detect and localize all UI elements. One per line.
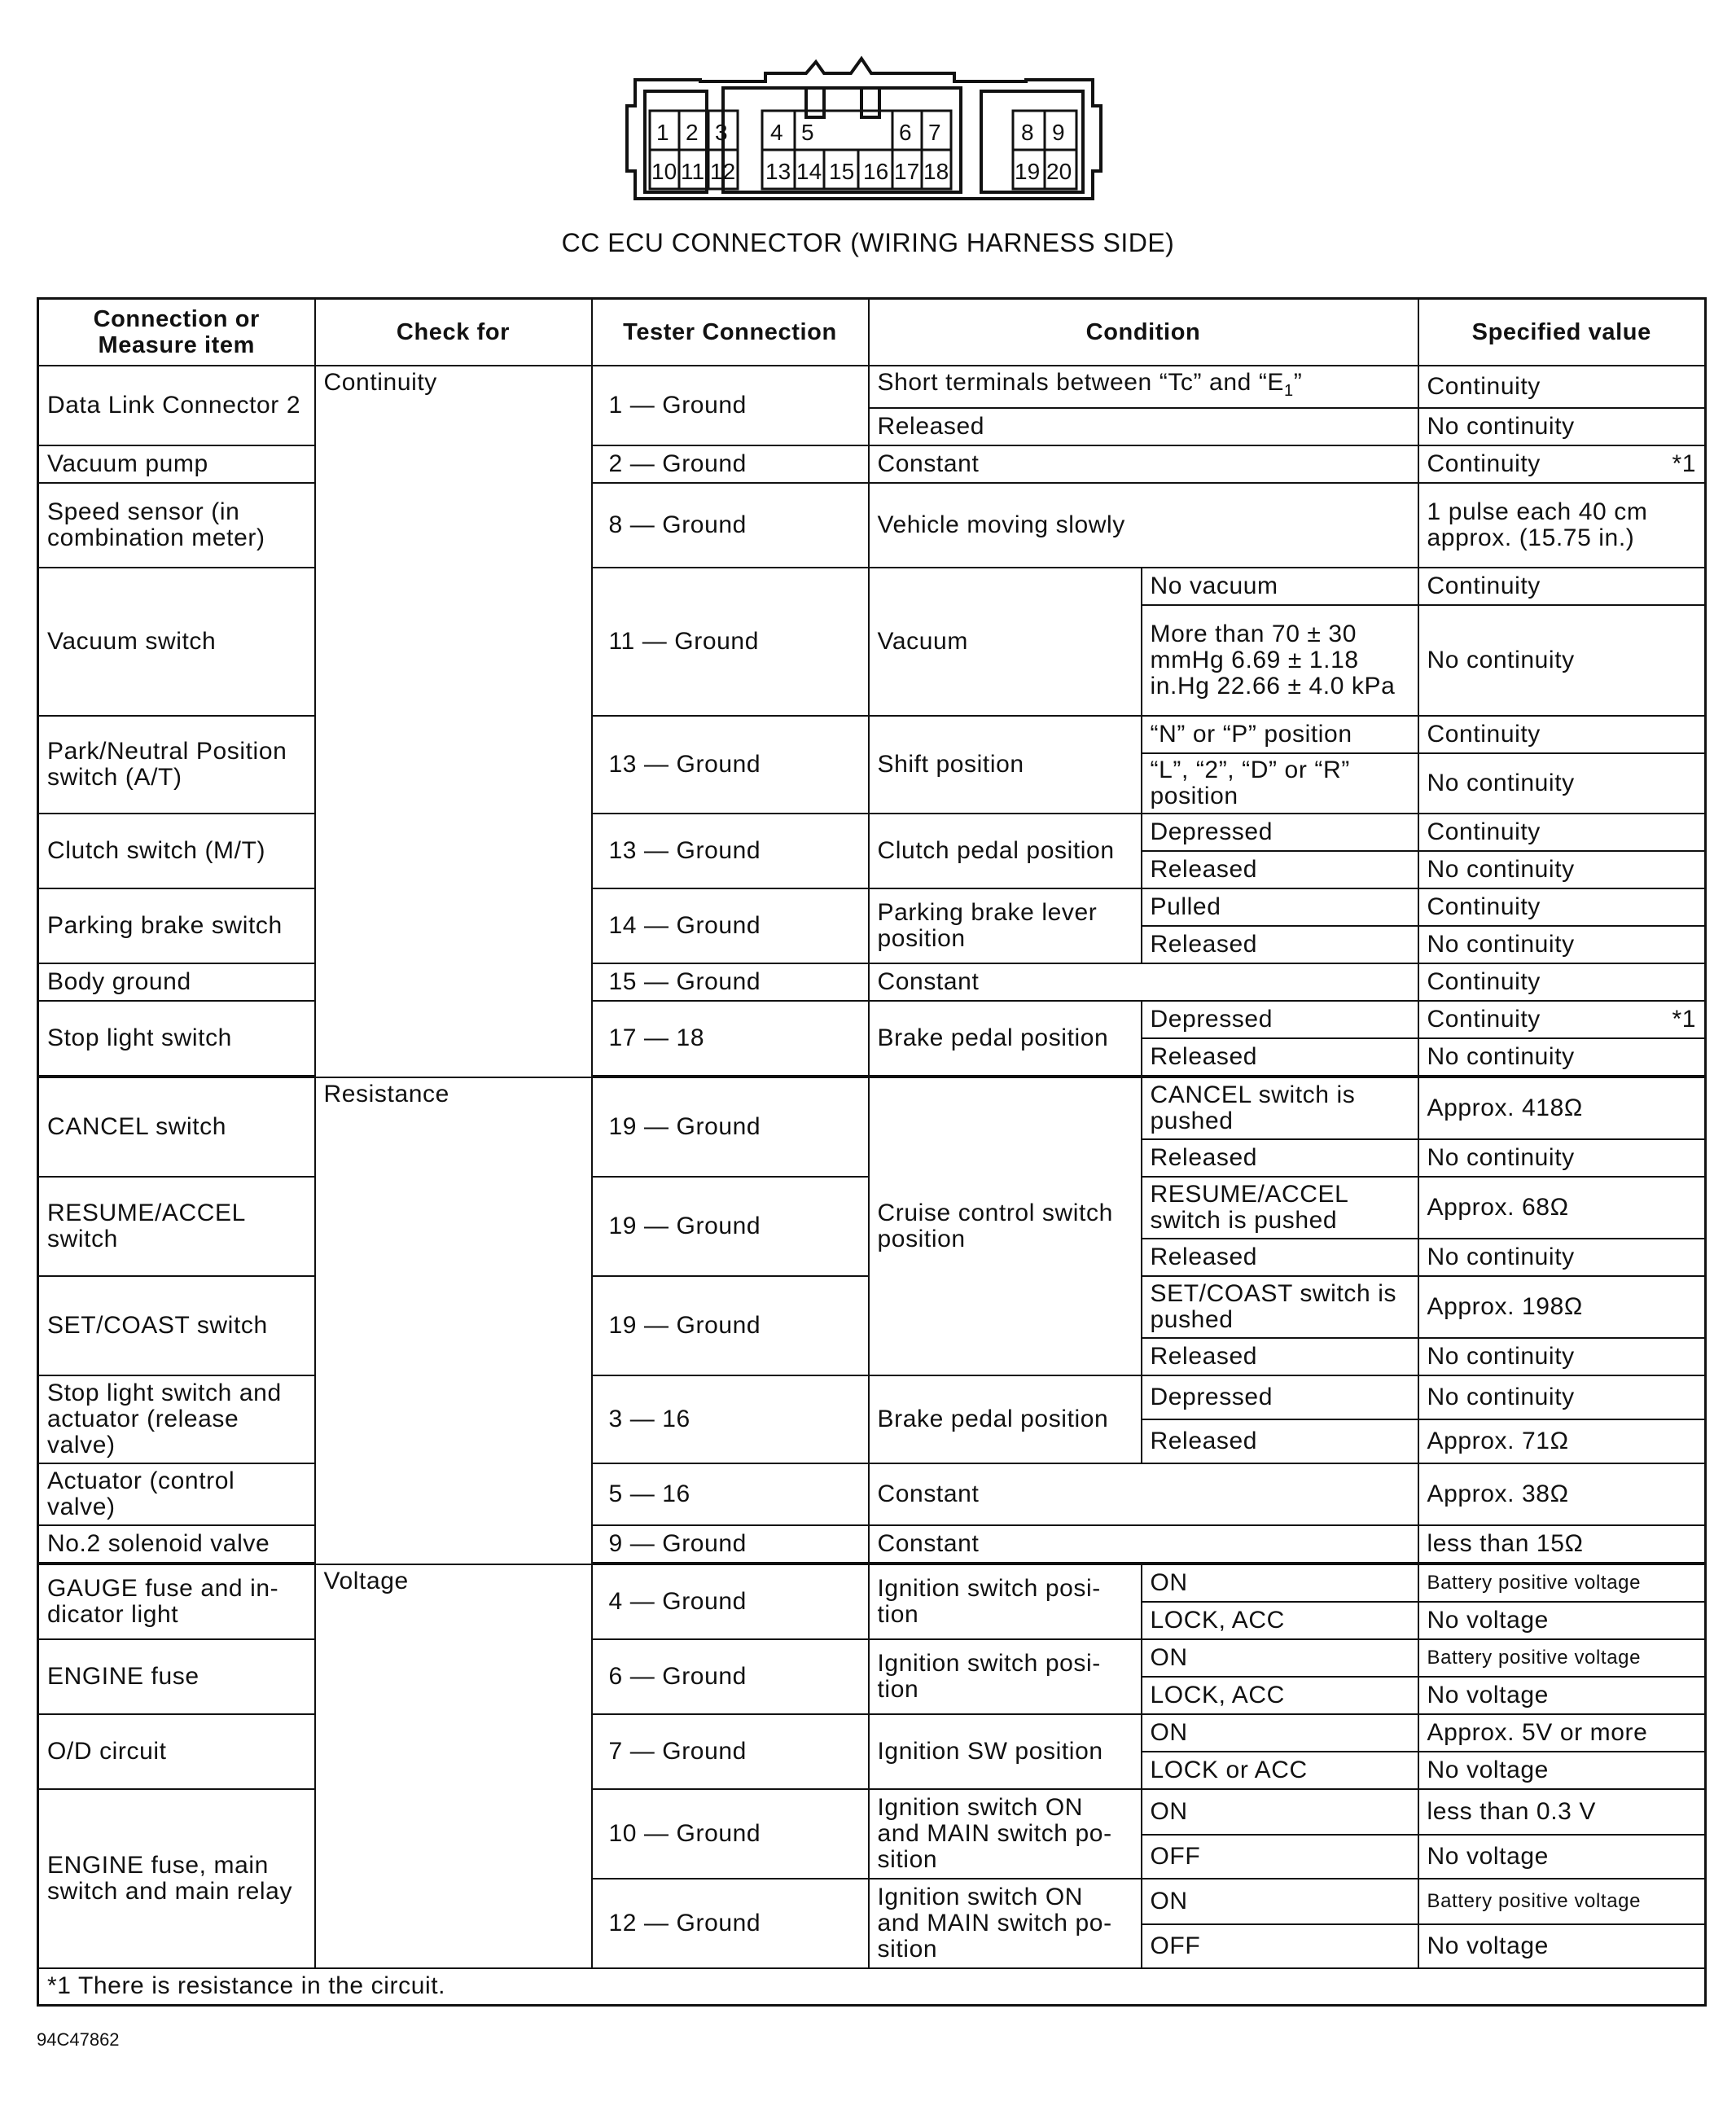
spec-cell: No voltage bbox=[1418, 1677, 1706, 1714]
subcondition-cell: Depressed bbox=[1142, 1001, 1418, 1038]
tester-cell: 17 — 18 bbox=[592, 1001, 869, 1076]
subcondition-cell: OFF bbox=[1142, 1835, 1418, 1879]
table-row bbox=[38, 716, 1706, 753]
spec-cell: less than 0.3 V bbox=[1418, 1789, 1706, 1835]
subcondition-cell: ON bbox=[1142, 1639, 1418, 1677]
item-cell: SET/COAST switch bbox=[38, 1276, 315, 1375]
subcondition-cell: Pulled bbox=[1142, 888, 1418, 926]
item-cell: RESUME/ACCEL switch bbox=[38, 1177, 315, 1276]
table-row bbox=[38, 1463, 1706, 1525]
subcondition-cell: Released bbox=[1142, 1338, 1418, 1375]
spec-cell: Continuity *1 bbox=[1418, 445, 1706, 483]
item-cell: Vacuum switch bbox=[38, 568, 315, 716]
header-tester: Tester Connection bbox=[592, 299, 869, 366]
subcondition-cell: LOCK, ACC bbox=[1142, 1602, 1418, 1639]
spec-cell: Continuity bbox=[1418, 716, 1706, 753]
subcondition-cell: “N” or “P” position bbox=[1142, 716, 1418, 753]
condition-cell: Brake pedal position bbox=[869, 1375, 1142, 1463]
table-row bbox=[38, 1789, 1706, 1835]
table-row bbox=[38, 568, 1706, 605]
pin-13: 13 bbox=[765, 159, 791, 184]
pin-2: 2 bbox=[686, 120, 699, 145]
tester-cell: 3 — 16 bbox=[592, 1375, 869, 1463]
item-cell: Park/Neutral Position switch (A/T) bbox=[38, 716, 315, 814]
check-resistance: Resistance bbox=[315, 1077, 592, 1564]
spec-cell: Continuity bbox=[1418, 963, 1706, 1001]
item-cell: Vacuum pump bbox=[38, 445, 315, 483]
condition-cell: Clutch pedal position bbox=[869, 814, 1142, 888]
pin-12: 12 bbox=[710, 159, 736, 184]
subcondition-cell: Released bbox=[1142, 1038, 1418, 1076]
table-row bbox=[38, 1564, 1706, 1602]
table-row bbox=[38, 1714, 1706, 1752]
condition-cell: Vacuum bbox=[869, 568, 1142, 716]
subcondition-cell: No vacuum bbox=[1142, 568, 1418, 605]
table-header-row bbox=[38, 299, 1706, 366]
tester-cell: 13 — Ground bbox=[592, 716, 869, 814]
tester-cell: 1 — Ground bbox=[592, 366, 869, 445]
footnote: *1 There is resistance in the circuit. bbox=[38, 1968, 1706, 2006]
subcondition-cell: RESUME/ACCEL switch is pushed bbox=[1142, 1177, 1418, 1239]
pin-7: 7 bbox=[928, 120, 941, 145]
tester-cell: 4 — Ground bbox=[592, 1564, 869, 1639]
tester-cell: 6 — Ground bbox=[592, 1639, 869, 1714]
spec-cell: Battery positive voltage bbox=[1418, 1639, 1706, 1677]
spec-cell: Battery positive voltage bbox=[1418, 1564, 1706, 1602]
item-cell: ENGINE fuse, main switch and main relay bbox=[38, 1789, 315, 1968]
subcondition-cell: Depressed bbox=[1142, 1375, 1418, 1419]
subcondition-cell: “L”, “2”, “D” or “R” position bbox=[1142, 753, 1418, 814]
spec-cell: No continuity bbox=[1418, 408, 1706, 445]
pin-19: 19 bbox=[1015, 159, 1041, 184]
spec-cell: Approx. 418Ω bbox=[1418, 1077, 1706, 1139]
header-item: Connection or Measure item bbox=[38, 299, 315, 366]
spec-cell: No continuity bbox=[1418, 753, 1706, 814]
spec-cell: No continuity bbox=[1418, 1239, 1706, 1276]
table-row bbox=[38, 1001, 1706, 1038]
check-continuity: Continuity bbox=[315, 366, 592, 1077]
spec-cell: No voltage bbox=[1418, 1835, 1706, 1879]
condition-cell: Ignition switch posi-tion bbox=[869, 1564, 1142, 1639]
connector-caption: CC ECU CONNECTOR (WIRING HARNESS SIDE) bbox=[561, 228, 1175, 257]
condition-cell: Shift position bbox=[869, 716, 1142, 814]
item-cell: Body ground bbox=[38, 963, 315, 1001]
subcondition-cell: Released bbox=[1142, 926, 1418, 963]
spec-cell: Approx. 5V or more bbox=[1418, 1714, 1706, 1752]
subcondition-cell: LOCK or ACC bbox=[1142, 1752, 1418, 1789]
item-cell: Data Link Connector 2 bbox=[38, 366, 315, 445]
spec-cell: Continuity bbox=[1418, 888, 1706, 926]
condition-cell: Ignition switch ON and MAIN switch po-sition bbox=[869, 1789, 1142, 1879]
footnote-marker: *1 bbox=[1672, 1005, 1696, 1033]
tester-cell: 10 — Ground bbox=[592, 1789, 869, 1879]
figure-code: 94C47862 bbox=[37, 2029, 120, 2050]
subcondition-cell: SET/COAST switch is pushed bbox=[1142, 1276, 1418, 1338]
pin-9: 9 bbox=[1052, 120, 1065, 145]
table-row bbox=[38, 366, 1706, 408]
condition-cell: Constant bbox=[869, 963, 1418, 1001]
subcondition-cell: Released bbox=[1142, 1139, 1418, 1177]
subcondition-cell: ON bbox=[1142, 1564, 1418, 1602]
item-cell: O/D circuit bbox=[38, 1714, 315, 1789]
spec-cell: No continuity bbox=[1418, 1338, 1706, 1375]
condition-cell: Vehicle moving slowly bbox=[869, 483, 1418, 568]
pin-17: 17 bbox=[894, 159, 920, 184]
pin-8: 8 bbox=[1021, 120, 1034, 145]
header-spec: Specified value bbox=[1418, 299, 1706, 366]
spec-cell: Approx. 68Ω bbox=[1418, 1177, 1706, 1239]
tester-cell: 9 — Ground bbox=[592, 1525, 869, 1563]
spec-cell: No voltage bbox=[1418, 1924, 1706, 1968]
spec-cell: No voltage bbox=[1418, 1602, 1706, 1639]
tester-cell: 19 — Ground bbox=[592, 1276, 869, 1375]
spec-cell: Battery positive voltage bbox=[1418, 1879, 1706, 1924]
table-row bbox=[38, 483, 1706, 568]
table-row bbox=[38, 888, 1706, 926]
table-row bbox=[38, 445, 1706, 483]
pin-10: 10 bbox=[651, 159, 677, 184]
spec-cell: Continuity bbox=[1418, 366, 1706, 408]
subcondition-cell: OFF bbox=[1142, 1924, 1418, 1968]
item-cell: GAUGE fuse and in-dicator light bbox=[38, 1564, 315, 1639]
pin-1: 1 bbox=[656, 120, 669, 145]
item-cell: Stop light switch bbox=[38, 1001, 315, 1076]
spec-cell: 1 pulse each 40 cm approx. (15.75 in.) bbox=[1418, 483, 1706, 568]
condition-cell: Parking brake lever position bbox=[869, 888, 1142, 963]
subcondition-cell: ON bbox=[1142, 1789, 1418, 1835]
spec-cell: No voltage bbox=[1418, 1752, 1706, 1789]
tester-cell: 7 — Ground bbox=[592, 1714, 869, 1789]
condition-cell: Short terminals between “Tc” and “$E_1$” bbox=[869, 366, 1418, 408]
ecu-inspection-table bbox=[37, 297, 1707, 2007]
item-cell: Actuator (control valve) bbox=[38, 1463, 315, 1525]
check-voltage: Voltage bbox=[315, 1564, 592, 1968]
pin-14: 14 bbox=[796, 159, 822, 184]
pin-20: 20 bbox=[1046, 159, 1072, 184]
item-cell: No.2 solenoid valve bbox=[38, 1525, 315, 1563]
subcondition-cell: Released bbox=[1142, 1419, 1418, 1463]
spec-cell: No continuity bbox=[1418, 1038, 1706, 1076]
condition-cell: Constant bbox=[869, 445, 1418, 483]
subcondition-cell: ON bbox=[1142, 1714, 1418, 1752]
header-check: Check for bbox=[315, 299, 592, 366]
table-row bbox=[38, 814, 1706, 851]
pin-3: 3 bbox=[715, 120, 728, 145]
spec-cell: Continuity bbox=[1418, 814, 1706, 851]
tester-cell: 11 — Ground bbox=[592, 568, 869, 716]
item-cell: Speed sensor (in combination meter) bbox=[38, 483, 315, 568]
spec-cell: No continuity bbox=[1418, 1375, 1706, 1419]
condition-cell: Constant bbox=[869, 1525, 1418, 1563]
spec-cell: less than 15Ω bbox=[1418, 1525, 1706, 1563]
pin-11: 11 bbox=[681, 159, 705, 184]
spec-cell: No continuity bbox=[1418, 1139, 1706, 1177]
condition-cell: Cruise control switch position bbox=[869, 1077, 1142, 1375]
spec-cell: Continuity bbox=[1418, 568, 1706, 605]
subcondition-cell: Depressed bbox=[1142, 814, 1418, 851]
tester-cell: 14 — Ground bbox=[592, 888, 869, 963]
pin-15: 15 bbox=[829, 159, 855, 184]
table-row bbox=[38, 1639, 1706, 1677]
tester-cell: 13 — Ground bbox=[592, 814, 869, 888]
pin-16: 16 bbox=[863, 159, 889, 184]
item-cell: Clutch switch (M/T) bbox=[38, 814, 315, 888]
spec-cell: Continuity *1 bbox=[1418, 1001, 1706, 1038]
tester-cell: 15 — Ground bbox=[592, 963, 869, 1001]
subcondition-cell: More than 70 ± 30 mmHg 6.69 ± 1.18 in.Hg 22.66 ± 4.0 kPa bbox=[1142, 605, 1418, 716]
tester-cell: 19 — Ground bbox=[592, 1177, 869, 1276]
footnote-row bbox=[38, 1968, 1706, 2006]
footnote-marker: *1 bbox=[1672, 450, 1696, 477]
condition-cell: Ignition switch ON and MAIN switch po-sition bbox=[869, 1879, 1142, 1968]
spec-cell: No continuity bbox=[1418, 851, 1706, 888]
spec-cell: Approx. 198Ω bbox=[1418, 1276, 1706, 1338]
condition-cell: Constant bbox=[869, 1463, 1418, 1525]
tester-cell: 5 — 16 bbox=[592, 1463, 869, 1525]
tester-cell: 8 — Ground bbox=[592, 483, 869, 568]
pin-5: 5 bbox=[801, 120, 814, 145]
tester-cell: 19 — Ground bbox=[592, 1077, 869, 1177]
item-cell: Stop light switch and actuator (release valve) bbox=[38, 1375, 315, 1463]
pin-4: 4 bbox=[770, 120, 783, 145]
condition-cell: Ignition SW position bbox=[869, 1714, 1142, 1789]
subcondition-cell: Released bbox=[1142, 1239, 1418, 1276]
condition-cell: Released bbox=[869, 408, 1418, 445]
spec-cell: No continuity bbox=[1418, 926, 1706, 963]
subcondition-cell: ON bbox=[1142, 1879, 1418, 1924]
item-cell: Parking brake switch bbox=[38, 888, 315, 963]
table-row bbox=[38, 1077, 1706, 1139]
condition-cell: Brake pedal position bbox=[869, 1001, 1142, 1076]
tester-cell: 2 — Ground bbox=[592, 445, 869, 483]
pin-18: 18 bbox=[923, 159, 949, 184]
subcondition-cell: CANCEL switch is pushed bbox=[1142, 1077, 1418, 1139]
spec-cell: Approx. 71Ω bbox=[1418, 1419, 1706, 1463]
item-cell: CANCEL switch bbox=[38, 1077, 315, 1177]
subcondition-cell: LOCK, ACC bbox=[1142, 1677, 1418, 1714]
header-condition: Condition bbox=[869, 299, 1418, 366]
item-cell: ENGINE fuse bbox=[38, 1639, 315, 1714]
condition-cell: Ignition switch posi-tion bbox=[869, 1639, 1142, 1714]
connector-diagram bbox=[603, 49, 1124, 220]
spec-cell: Approx. 38Ω bbox=[1418, 1463, 1706, 1525]
table-row bbox=[38, 1525, 1706, 1563]
subcondition-cell: Released bbox=[1142, 851, 1418, 888]
table-row bbox=[38, 1375, 1706, 1419]
table-row bbox=[38, 963, 1706, 1001]
tester-cell: 12 — Ground bbox=[592, 1879, 869, 1968]
pin-6: 6 bbox=[899, 120, 912, 145]
spec-cell: No continuity bbox=[1418, 605, 1706, 716]
